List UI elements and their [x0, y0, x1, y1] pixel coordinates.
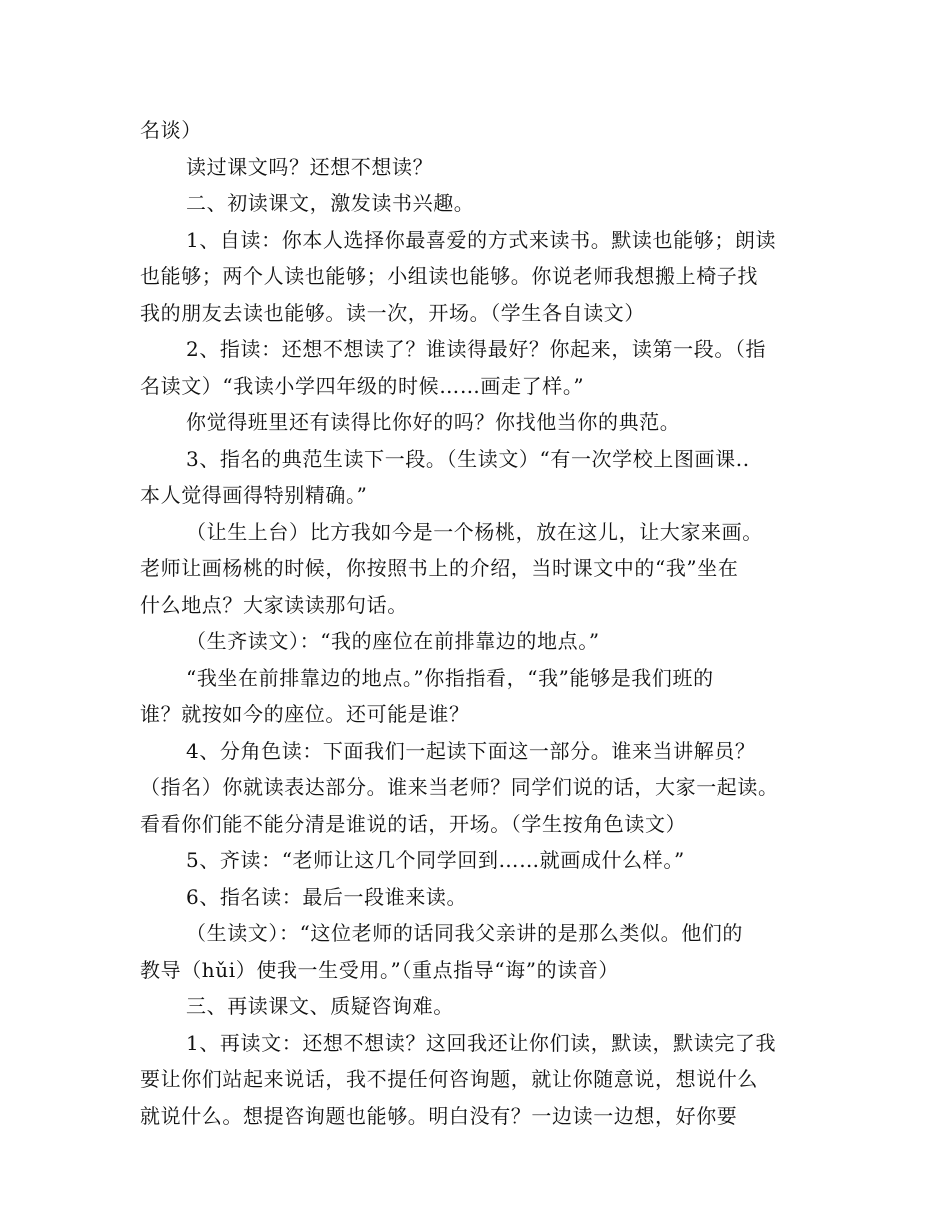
text-line: 3、指名的典范生读下一段。（生读文）“有一次学校上图画课.. — [186, 447, 750, 471]
text-line: 本人觉得画得特别精确。” — [140, 483, 368, 507]
text-line: （让生上台）比方我如今是一个杨桃，放在这儿，让大家来画。 — [186, 520, 763, 544]
text-line: （生读文）：“这位老师的话同我父亲讲的是那么类似。他们的 — [186, 921, 744, 945]
text-line: 名谈） — [140, 118, 202, 142]
text-line: 二、初读课文，激发读书兴趣。 — [186, 191, 475, 215]
text-line: 就说什么。想提咨询题也能够。明白没有？一边读一边想，好你要 — [140, 1104, 738, 1128]
text-line: 要让你们站起来说话，我不提任何咨询题，就让你随意说，想说什么 — [140, 1067, 758, 1091]
text-line: 老师让画杨桃的时候，你按照书上的介绍，当时课文中的“我”坐在 — [140, 556, 739, 580]
text-line: 1、自读：你本人选择你最喜爱的方式来读书。默读也能够；朗读 — [186, 228, 777, 252]
text-line: 名读文）“我读小学四年级的时候……画走了样。” — [140, 374, 585, 398]
text-line: 6、指名读：最后一段谁来读。 — [186, 885, 468, 909]
text-line: 2、指读：还想不想读了？谁读得最好？你起来，读第一段。（指 — [186, 337, 767, 361]
text-line: 也能够；两个人读也能够；小组读也能够。你说老师我想搬上椅子找 — [140, 264, 758, 288]
text-line: （指名）你就读表达部分。谁来当老师？同学们说的话，大家一起读。 — [140, 775, 779, 799]
text-line: 谁？就按如今的座位。还可能是谁？ — [140, 702, 470, 726]
text-line: 三、再读课文、质疑咨询难。 — [186, 994, 454, 1018]
text-line: 4、分角色读：下面我们一起读下面这一部分。谁来当讲解员？ — [186, 739, 756, 763]
text-line: 5、齐读：“老师让这几个同学回到……就画成什么样。” — [186, 848, 685, 872]
text-line: 你觉得班里还有读得比你好的吗？你找他当你的典范。 — [186, 410, 681, 434]
text-line: 教导（hǔi）使我一生受用。”（重点指导“诲”的读音） — [140, 958, 620, 982]
text-line: 读过课文吗？还想不想读？ — [186, 155, 434, 179]
text-line: “我坐在前排靠边的地点。”你指指看，“我”能够是我们班的 — [186, 666, 714, 690]
text-line: （生齐读文）：“我的座位在前排靠边的地点。” — [186, 629, 600, 653]
text-line: 什么地点？大家读读那句话。 — [140, 593, 408, 617]
text-line: 1、再读文：还想不想读？这回我还让你们读，默读，默读完了我 — [186, 1031, 777, 1055]
text-line: 我的朋友去读也能够。读一次，开场。（学生各自读文） — [140, 301, 645, 325]
text-line: 看看你们能不能分清是谁说的话，开场。（学生按角色读文） — [140, 812, 687, 836]
